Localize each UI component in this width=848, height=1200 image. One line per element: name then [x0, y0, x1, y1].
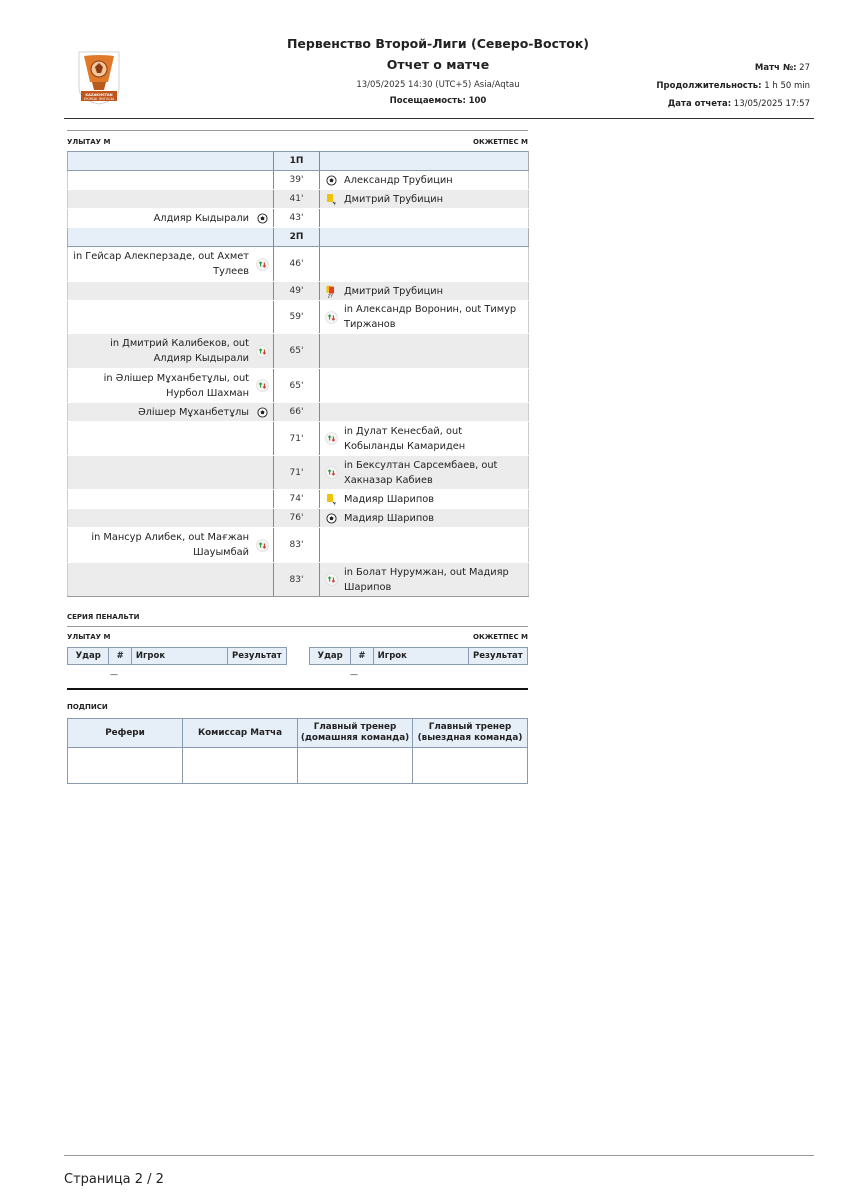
event-away-cell: [320, 403, 529, 422]
report-date-value: 13/05/2025 17:57: [733, 99, 810, 109]
event-row: [68, 563, 529, 597]
event-row: [68, 490, 529, 509]
signatures-section-title: ПОДПИСИ: [67, 703, 108, 711]
event-minute: 59': [274, 301, 320, 334]
period-home-blank: [68, 228, 274, 247]
event-minute: 83': [274, 528, 320, 563]
penalty-col-number: #: [109, 648, 131, 665]
event-minute: 49': [274, 282, 320, 301]
event-text: in Болат Нурумжан, out Мадияр Шарипов: [344, 566, 509, 593]
event-minute: 46': [274, 247, 320, 282]
goal-icon: [255, 211, 269, 225]
event-home-cell: [68, 190, 274, 209]
event-home-cell: [68, 282, 274, 301]
svg-text:Y: Y: [333, 501, 337, 506]
logo-text-1: KAZAKHSTAN: [85, 93, 113, 97]
event-away-cell: [320, 209, 529, 228]
match-duration-label: Продолжительность:: [656, 81, 762, 91]
attendance-label: Посещаемость:: [389, 96, 466, 106]
event-text: Мадияр Шарипов: [344, 493, 435, 505]
event-away-cell: [320, 456, 529, 490]
event-text: in Дмитрий Калибеков, out Алдияр Кыдырали: [110, 338, 249, 364]
event-away-cell: [320, 190, 529, 209]
goal-icon: [324, 173, 338, 187]
event-away-cell: [320, 509, 529, 528]
penalty-col-player: Игрок: [373, 648, 468, 665]
event-away-cell: [320, 171, 529, 190]
penalty-away-table: [309, 647, 528, 665]
event-minute: 41': [274, 190, 320, 209]
substitution-icon: [255, 344, 269, 358]
footer-divider: [64, 1155, 814, 1156]
event-home-cell: [68, 209, 274, 228]
yellow-card-icon: [324, 492, 338, 506]
event-away-cell: [320, 301, 529, 334]
match-datetime: 13/05/2025 14:30 (UTC+5) Asia/Aqtau: [356, 80, 520, 90]
period-label: 2П: [274, 228, 320, 247]
penalty-away-team: ОКЖЕТПЕС М: [473, 633, 528, 641]
event-row: [68, 509, 529, 528]
report-title: Первенство Второй-Лиги (Северо-Восток): [286, 36, 590, 51]
substitution-icon: [255, 379, 269, 393]
event-away-cell: [320, 282, 529, 301]
event-home-cell: [68, 369, 274, 403]
report-date: [668, 99, 810, 109]
event-row: [68, 528, 529, 563]
signature-col-away-coach: Главный тренер (выездная команда): [413, 719, 528, 748]
event-row: [68, 422, 529, 456]
event-home-cell: [68, 301, 274, 334]
event-row: [68, 247, 529, 282]
event-text: Дмитрий Трубицин: [344, 285, 444, 297]
period-home-blank: [68, 152, 274, 171]
report-date-label: Дата отчета:: [667, 99, 732, 109]
signature-home-coach-box: [298, 748, 413, 784]
header-divider: [64, 118, 814, 119]
substitution-icon: [255, 257, 269, 271]
event-minute: 39': [274, 171, 320, 190]
event-away-cell: [320, 369, 529, 403]
penalty-col-number: #: [351, 648, 373, 665]
substitution-icon: [324, 466, 338, 480]
event-home-cell: [68, 528, 274, 563]
penalty-col-player: Игрок: [131, 648, 227, 665]
penalty-away-empty: —: [350, 670, 358, 679]
second-yellow-icon: [324, 284, 338, 298]
event-row: [68, 171, 529, 190]
goal-icon: [255, 405, 269, 419]
event-text: in Александр Воронин, out Тимур Тиржанов: [344, 304, 517, 330]
event-home-cell: [68, 171, 274, 190]
event-away-cell: [320, 490, 529, 509]
event-text: in Дулат Кенесбай, out Кобыланды Камариден: [344, 425, 466, 452]
signature-commissioner-box: [183, 748, 298, 784]
away-team-name: ОКЖЕТПЕС М: [473, 138, 528, 146]
match-duration-value: 1 h 50 min: [764, 81, 810, 91]
event-minute: 66': [274, 403, 320, 422]
signature-col-commissioner: Комиссар Матча: [183, 719, 298, 748]
signatures-table: [67, 718, 528, 784]
event-home-cell: [68, 509, 274, 528]
svg-text:Y: Y: [333, 201, 337, 206]
event-minute: 74': [274, 490, 320, 509]
event-row: [68, 456, 529, 490]
substitution-icon: [255, 538, 269, 552]
event-text: in Мансур Алибек, out Мағжан Шауымбай: [91, 532, 249, 558]
event-minute: 65': [274, 334, 320, 369]
attendance-value: 100: [468, 96, 487, 106]
event-row: [68, 403, 529, 422]
event-row: [68, 369, 529, 403]
event-row: [68, 209, 529, 228]
event-minute: 43': [274, 209, 320, 228]
page-number: Страница 2 / 2: [64, 1172, 164, 1187]
penalty-col-result: Результат: [469, 648, 528, 665]
period-label: 1П: [274, 152, 320, 171]
penalty-col-shot: Удар: [310, 648, 351, 665]
event-text: in Гейсар Алекперзаде, out Ахмет Тулеев: [73, 251, 249, 277]
event-row: [68, 282, 529, 301]
signature-referee-box: [68, 748, 183, 784]
event-text: in Бексултан Сарсембаев, out Хакназар Кабиев: [344, 459, 498, 486]
event-minute: 71': [274, 456, 320, 490]
penalty-home-team: УЛЫТАУ М: [67, 633, 111, 641]
match-number-label: Матч №:: [754, 63, 797, 73]
event-row: [68, 190, 529, 209]
event-text: Әлішер Мұханбетұлы: [137, 406, 249, 418]
event-text: Алдияр Кыдырали: [153, 212, 249, 224]
event-text: Александр Трубицин: [344, 174, 453, 186]
penalty-col-result: Результат: [228, 648, 287, 665]
period-away-blank: [320, 152, 529, 171]
event-text: in Әлішер Мұханбетұлы, out Нурбол Шахман: [103, 372, 249, 399]
svg-text:2Y: 2Y: [327, 294, 333, 298]
penalty-top-rule: [67, 626, 528, 627]
event-away-cell: [320, 563, 529, 597]
event-away-cell: [320, 528, 529, 563]
event-home-cell: [68, 334, 274, 369]
goal-icon: [324, 511, 338, 525]
yellow-card-icon: [324, 192, 338, 206]
substitution-icon: [324, 310, 338, 324]
signature-away-coach-box: [413, 748, 528, 784]
event-away-cell: [320, 334, 529, 369]
match-events-table: [67, 151, 529, 597]
penalty-section-title: СЕРИЯ ПЕНАЛЬТИ: [67, 613, 140, 621]
penalty-bottom-rule: [67, 688, 528, 690]
report-subtitle: Отчет о матче: [386, 57, 490, 72]
match-duration: [656, 81, 810, 91]
event-home-cell: [68, 422, 274, 456]
match-number-value: 27: [799, 63, 810, 73]
event-minute: 65': [274, 369, 320, 403]
substitution-icon: [324, 432, 338, 446]
event-home-cell: [68, 563, 274, 597]
event-minute: 76': [274, 509, 320, 528]
event-home-cell: [68, 456, 274, 490]
event-home-cell: [68, 247, 274, 282]
penalty-home-empty: —: [110, 670, 118, 679]
penalty-home-table: [67, 647, 287, 665]
logo-text-2: ЕКІНШІ ЛИГАСЫ: [83, 97, 115, 101]
penalty-col-shot: Удар: [68, 648, 109, 665]
event-home-cell: [68, 403, 274, 422]
event-minute: 83': [274, 563, 320, 597]
signature-col-home-coach: Главный тренер (домашняя команда): [298, 719, 413, 748]
event-away-cell: [320, 247, 529, 282]
event-row: [68, 301, 529, 334]
home-team-name: УЛЫТАУ М: [67, 138, 111, 146]
event-text: Дмитрий Трубицин: [344, 193, 444, 205]
event-text: Мадияр Шарипов: [344, 512, 435, 524]
event-minute: 71': [274, 422, 320, 456]
period-header-row: [68, 152, 529, 171]
match-events-body: [68, 152, 529, 597]
event-row: [68, 334, 529, 369]
teams-top-rule: [67, 130, 528, 131]
event-home-cell: [68, 490, 274, 509]
event-away-cell: [320, 422, 529, 456]
substitution-icon: [324, 573, 338, 587]
period-header-row: [68, 228, 529, 247]
match-number: [755, 63, 810, 73]
period-away-blank: [320, 228, 529, 247]
signature-col-referee: Рефери: [68, 719, 183, 748]
